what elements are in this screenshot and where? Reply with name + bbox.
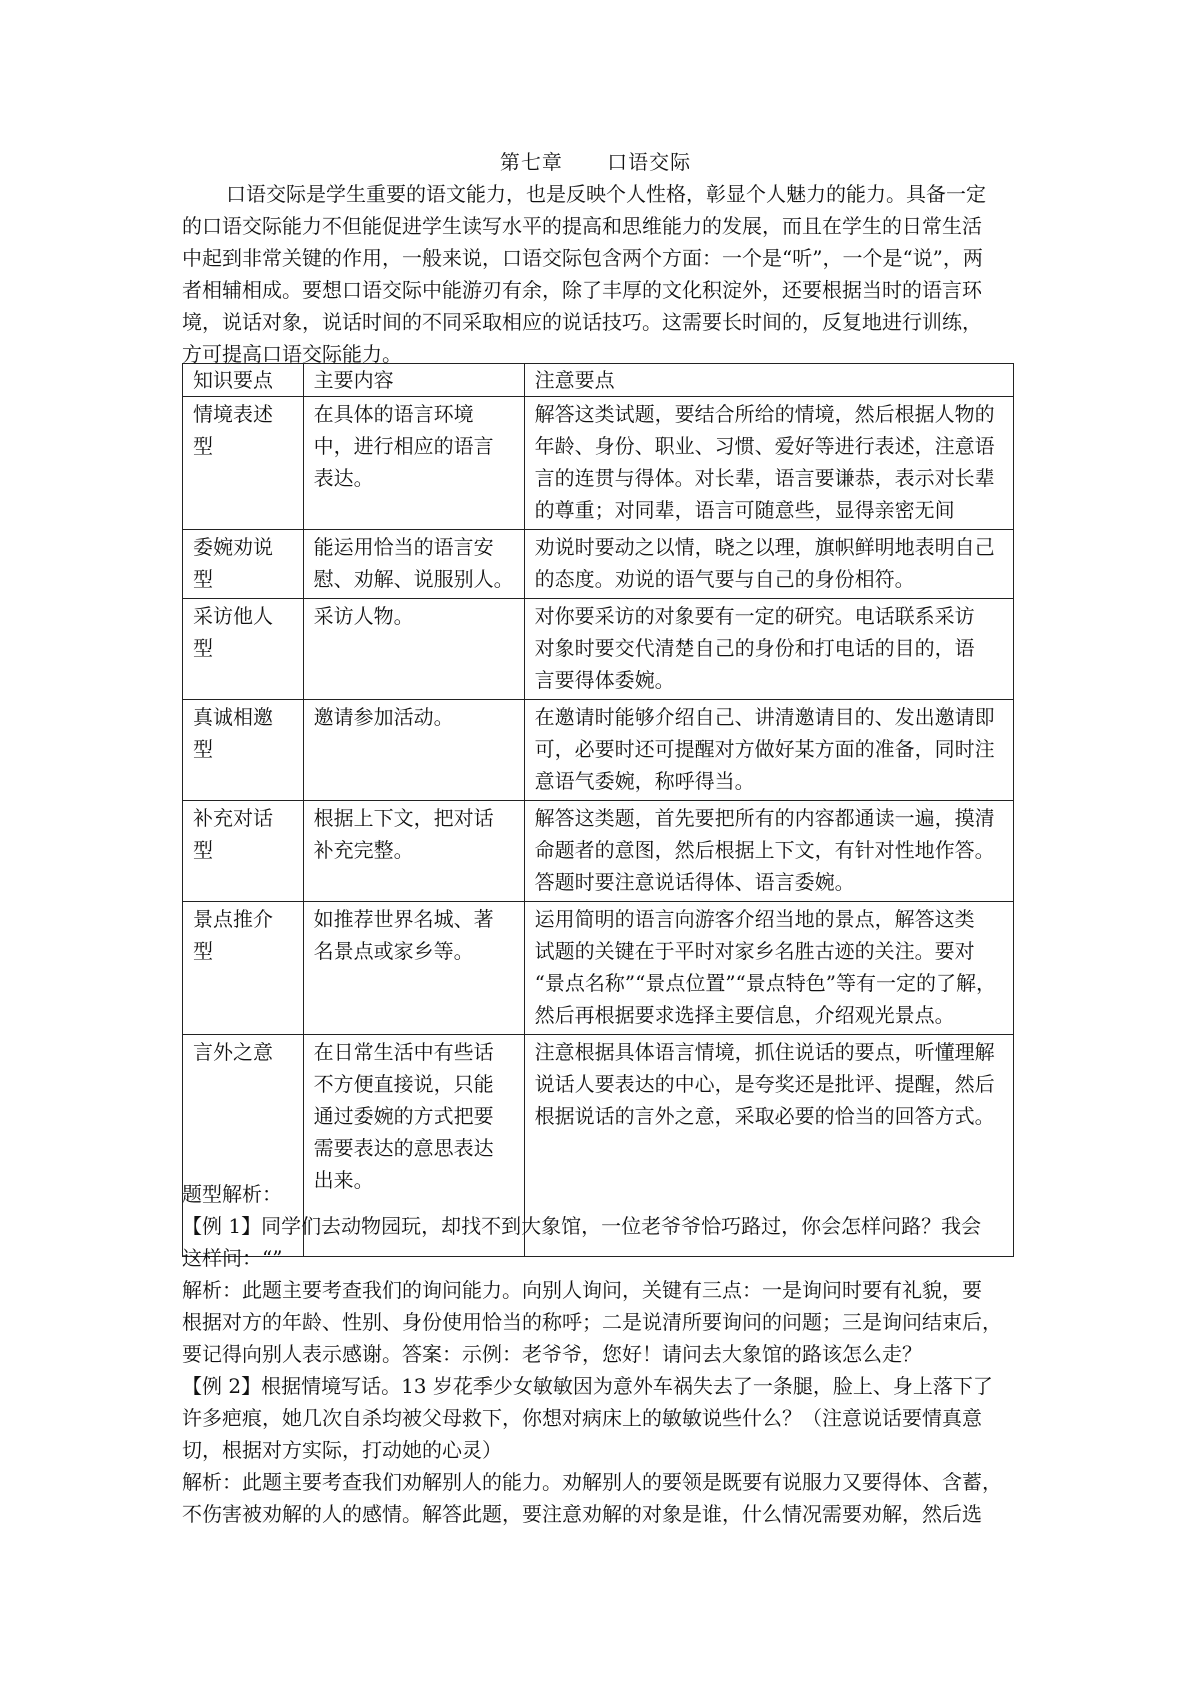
table-row xyxy=(183,801,1014,902)
type-cell xyxy=(183,530,304,599)
notes-line: 意语气委婉，称呼得当。 xyxy=(534,769,755,793)
content-line: 名景点或家乡等。 xyxy=(313,939,474,963)
content-line: 在日常生活中有些话 xyxy=(313,1040,494,1064)
type-cell xyxy=(183,700,304,801)
content-line: 采访人物。 xyxy=(313,604,414,628)
content-line: 根据上下文，把对话 xyxy=(313,806,494,830)
column-header: 知识要点 xyxy=(183,364,304,397)
content-line: 表达。 xyxy=(313,466,374,490)
notes-cell xyxy=(524,801,1013,902)
knowledge-table xyxy=(182,363,1014,1257)
notes-line: 说话人要表达的中心，是夸奖还是批评、提醒，然后 xyxy=(534,1072,995,1096)
notes-line: 命题者的意图，然后根据上下文，有针对性地作答。 xyxy=(534,838,995,862)
notes-line: 然后再根据要求选择主要信息，介绍观光景点。 xyxy=(534,1003,955,1027)
type-cell xyxy=(183,801,304,902)
content-cell xyxy=(303,801,524,902)
table-row xyxy=(183,397,1014,530)
notes-line: 的尊重；对同辈，语言可随意些，显得亲密无间 xyxy=(534,498,955,522)
content-line: 中，进行相应的语言 xyxy=(313,434,494,458)
table-row xyxy=(183,902,1014,1035)
table-row xyxy=(183,530,1014,599)
content-line: 慰、劝解、说服别人。 xyxy=(313,567,514,591)
notes-line: 劝说时要动之以情，晓之以理，旗帜鲜明地表明自己 xyxy=(534,535,995,559)
content-line: 能运用恰当的语言安 xyxy=(313,535,494,559)
content-line: 在具体的语言环境 xyxy=(313,402,474,426)
content-line: 邀请参加活动。 xyxy=(313,705,454,729)
example-line: 这样问：“” xyxy=(182,1246,283,1270)
column-header: 主要内容 xyxy=(303,364,524,397)
notes-line: 可，必要时还可提醒对方做好某方面的准备，同时注 xyxy=(534,737,995,761)
intro-line: 境，说话对象，说话时间的不同采取相应的说话技巧。这需要长时间的，反复地进行训练， xyxy=(182,310,982,334)
table-row xyxy=(183,700,1014,801)
analysis-line: 要记得向别人表示感谢。答案：示例：老爷爷，您好！请问去大象馆的路该怎么走？ xyxy=(182,1342,922,1366)
notes-line: 答题时要注意说话得体、语言委婉。 xyxy=(534,870,855,894)
content-line: 需要表达的意思表达 xyxy=(313,1136,494,1160)
notes-line: 的态度。劝说的语气要与自己的身份相符。 xyxy=(534,567,915,591)
notes-cell xyxy=(524,397,1013,530)
type-label: 采访他人型 xyxy=(193,604,273,660)
chapter-title: 第七章 口语交际 xyxy=(499,150,692,174)
example-line: 切，根据对方实际，打动她的心灵） xyxy=(182,1438,502,1462)
content-cell xyxy=(303,902,524,1035)
intro-line: 方可提高口语交际能力。 xyxy=(182,342,402,366)
notes-cell xyxy=(524,902,1013,1035)
content-cell xyxy=(303,397,524,530)
content-cell xyxy=(303,700,524,801)
type-label: 景点推介型 xyxy=(193,907,273,963)
section-heading: 题型解析： xyxy=(182,1182,282,1206)
type-label: 真诚相邀型 xyxy=(193,705,273,761)
type-cell xyxy=(183,599,304,700)
content-line: 不方便直接说，只能 xyxy=(313,1072,494,1096)
content-line: 补充完整。 xyxy=(313,838,414,862)
analysis-line: 解析：此题主要考查我们的询问能力。向别人询问，关键有三点：一是询问时要有礼貌，要 xyxy=(182,1278,982,1302)
notes-line: 年龄、身份、职业、习惯、爱好等进行表述，注意语 xyxy=(534,434,995,458)
intro-paragraph xyxy=(182,178,1064,370)
notes-line: 在邀请时能够介绍自己、讲清邀请目的、发出邀请即 xyxy=(534,705,995,729)
content-cell xyxy=(303,599,524,700)
table-row xyxy=(183,599,1014,700)
intro-line: 的口语交际能力不但能促进学生读写水平的提高和思维能力的发展，而且在学生的日常生活 xyxy=(182,214,982,238)
content-line: 出来。 xyxy=(313,1168,374,1192)
intro-line: 者相辅相成。要想口语交际中能游刃有余，除了丰厚的文化积淀外，还要根据当时的语言环 xyxy=(182,278,982,302)
notes-line: 言要得体委婉。 xyxy=(534,668,675,692)
type-label: 委婉劝说型 xyxy=(193,535,273,591)
type-cell xyxy=(183,902,304,1035)
notes-line: 根据说话的言外之意，采取必要的恰当的回答方式。 xyxy=(534,1104,995,1128)
intro-line: 中起到非常关键的作用，一般来说，口语交际包含两个方面：一个是“听”，一个是“说”，两 xyxy=(182,246,983,270)
intro-line: 口语交际是学生重要的语文能力，也是反映个人性格，彰显个人魅力的能力。具备一定 xyxy=(226,182,986,206)
example-line: 【例 2】根据情境写话。13 岁花季少女敏敏因为意外车祸失去了一条腿，脸上、身上落下了 xyxy=(182,1374,993,1398)
content-cell xyxy=(303,530,524,599)
type-label: 言外之意 xyxy=(193,1040,273,1064)
notes-line: 解答这类试题，要结合所给的情境，然后根据人物的 xyxy=(534,402,995,426)
type-label: 补充对话型 xyxy=(193,806,273,862)
notes-line: 注意根据具体语言情境，抓住说话的要点，听懂理解 xyxy=(534,1040,995,1064)
example-line: 许多疤痕，她几次自杀均被父母救下，你想对病床上的敏敏说些什么？（注意说话要情真意 xyxy=(182,1406,982,1430)
notes-line: “景点名称”“景点位置”“景点特色”等有一定的了解， xyxy=(534,971,996,995)
notes-line: 运用简明的语言向游客介绍当地的景点，解答这类 xyxy=(534,907,975,931)
notes-line: 试题的关键在于平时对家乡名胜古迹的关注。要对 xyxy=(534,939,975,963)
notes-line: 言的连贯与得体。对长辈，语言要谦恭，表示对长辈 xyxy=(534,466,995,490)
notes-line: 解答这类题，首先要把所有的内容都通读一遍，摸清 xyxy=(534,806,995,830)
type-label: 情境表述型 xyxy=(193,402,273,458)
table-header-row xyxy=(183,364,1014,397)
analysis-line: 不伤害被劝解的人的感情。解答此题，要注意劝解的对象是谁，什么情况需要劝解，然后选 xyxy=(182,1502,982,1526)
type-cell xyxy=(183,397,304,530)
notes-cell xyxy=(524,530,1013,599)
notes-line: 对象时要交代清楚自己的身份和打电话的目的，语 xyxy=(534,636,975,660)
example-line: 【例 1】同学们去动物园玩，却找不到大象馆，一位老爷爷恰巧路过，你会怎样问路？我会 xyxy=(182,1214,982,1238)
column-header: 注意要点 xyxy=(524,364,1013,397)
analysis-section xyxy=(182,1178,1032,1530)
analysis-line: 解析：此题主要考查我们劝解别人的能力。劝解别人的要领是既要有说服力又要得体、含蓄， xyxy=(182,1470,1002,1494)
content-line: 通过委婉的方式把要 xyxy=(313,1104,494,1128)
notes-cell xyxy=(524,700,1013,801)
notes-line: 对你要采访的对象要有一定的研究。电话联系采访 xyxy=(534,604,975,628)
analysis-line: 根据对方的年龄、性别、身份使用恰当的称呼；二是说清所要询问的问题；三是询问结束后， xyxy=(182,1310,1002,1334)
content-line: 如推荐世界名城、著 xyxy=(313,907,494,931)
notes-cell xyxy=(524,599,1013,700)
